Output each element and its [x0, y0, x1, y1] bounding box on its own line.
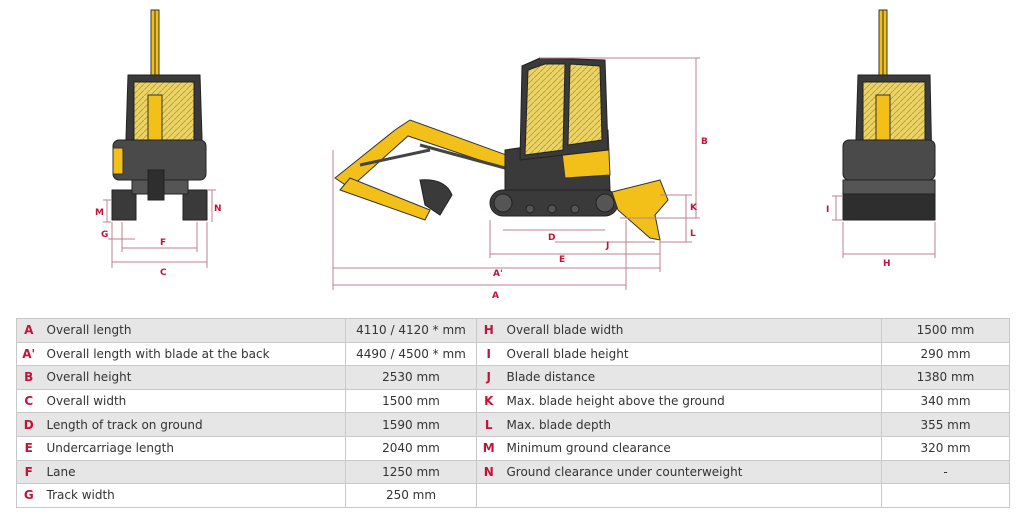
spec-key: K	[477, 389, 501, 413]
spec-value: 290 mm	[882, 342, 1010, 366]
spec-key: L	[477, 413, 501, 437]
spec-key: F	[17, 460, 41, 484]
spec-key: J	[477, 366, 501, 390]
spec-value: 1500 mm	[882, 319, 1010, 343]
spec-key	[477, 484, 501, 508]
dim-label-n: N	[214, 204, 222, 214]
spec-label: Blade distance	[501, 366, 882, 390]
spec-key: N	[477, 460, 501, 484]
spec-label: Overall length with blade at the back	[41, 342, 346, 366]
spec-label: Ground clearance under counterweight	[501, 460, 882, 484]
spec-row	[17, 342, 1010, 366]
spec-row	[17, 319, 1010, 343]
spec-key: I	[477, 342, 501, 366]
spec-label: Max. blade height above the ground	[501, 389, 882, 413]
spec-row	[17, 484, 1010, 508]
spec-label: Overall width	[41, 389, 346, 413]
dim-label-g: G	[101, 230, 109, 240]
spec-key: G	[17, 484, 41, 508]
spec-row	[17, 436, 1010, 460]
spec-label: Minimum ground clearance	[501, 436, 882, 460]
spec-value: 340 mm	[882, 389, 1010, 413]
dim-label-d: D	[548, 233, 556, 243]
dim-label-a-prime: A'	[493, 269, 503, 279]
spec-value: 1500 mm	[346, 389, 477, 413]
rear-view-drawing	[826, 10, 935, 269]
spec-row	[17, 389, 1010, 413]
spec-key: E	[17, 436, 41, 460]
dim-label-j: J	[606, 241, 610, 251]
dim-label-h: H	[883, 259, 891, 269]
dim-label-m: M	[95, 208, 104, 218]
dim-label-c: C	[160, 268, 167, 278]
spec-label: Lane	[41, 460, 346, 484]
spec-value: 2040 mm	[346, 436, 477, 460]
spec-value: 250 mm	[346, 484, 477, 508]
dim-label-i: I	[826, 205, 830, 215]
spec-key: D	[17, 413, 41, 437]
spec-value: 2530 mm	[346, 366, 477, 390]
spec-label: Overall blade width	[501, 319, 882, 343]
spec-label: Overall blade height	[501, 342, 882, 366]
spec-value	[882, 484, 1010, 508]
spec-value: 1590 mm	[346, 413, 477, 437]
dim-label-b: B	[701, 137, 708, 147]
spec-label: Max. blade depth	[501, 413, 882, 437]
spec-row	[17, 460, 1010, 484]
spec-label: Track width	[41, 484, 346, 508]
spec-label: Overall length	[41, 319, 346, 343]
side-view-drawing	[333, 58, 708, 301]
spec-value: 4110 / 4120 * mm	[346, 319, 477, 343]
dim-label-e: E	[559, 255, 566, 265]
dim-label-f: F	[160, 238, 167, 248]
spec-key: H	[477, 319, 501, 343]
spec-key: A	[17, 319, 41, 343]
spec-key: B	[17, 366, 41, 390]
spec-key: M	[477, 436, 501, 460]
spec-key: C	[17, 389, 41, 413]
spec-value: 355 mm	[882, 413, 1010, 437]
front-view-drawing	[95, 10, 222, 278]
specifications-table-body	[17, 319, 1010, 508]
spec-value: 1380 mm	[882, 366, 1010, 390]
spec-label: Length of track on ground	[41, 413, 346, 437]
spec-value: 1250 mm	[346, 460, 477, 484]
spec-row	[17, 413, 1010, 437]
spec-label	[501, 484, 882, 508]
spec-row	[17, 366, 1010, 390]
specifications-table	[16, 318, 1010, 508]
spec-value: 320 mm	[882, 436, 1010, 460]
spec-label: Overall height	[41, 366, 346, 390]
spec-key: A'	[17, 342, 41, 366]
spec-value: 4490 / 4500 * mm	[346, 342, 477, 366]
spec-label: Undercarriage length	[41, 436, 346, 460]
dim-label-a: A	[492, 291, 499, 301]
dim-label-l: L	[690, 229, 696, 239]
spec-value: -	[882, 460, 1010, 484]
dim-label-k: K	[690, 203, 697, 213]
